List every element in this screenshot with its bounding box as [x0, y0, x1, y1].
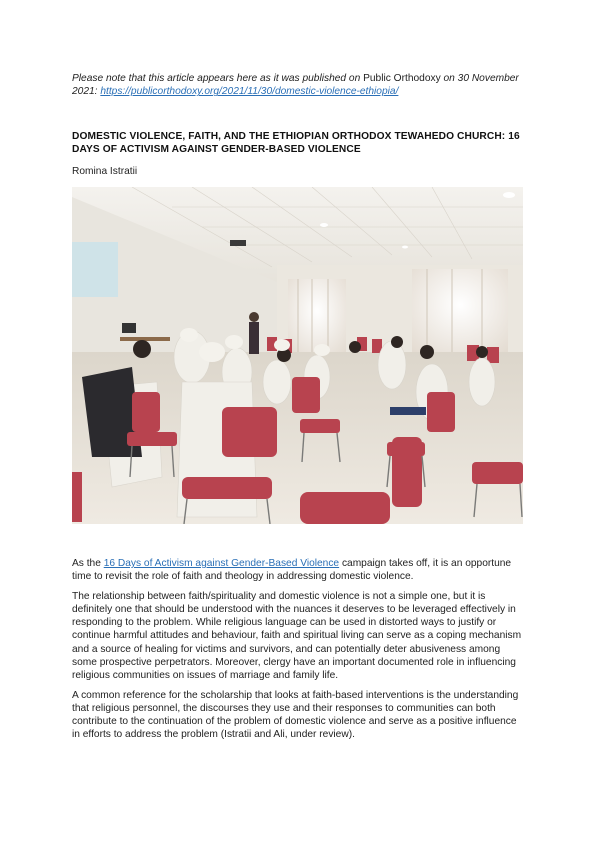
- article-author: Romina Istratii: [72, 166, 138, 177]
- article-title: DOMESTIC VIOLENCE, FAITH, AND THE ETHIOPIAN ORTHODOX TEWAHEDO CHURCH: 16 DAYS OF ACTIVISM AGAINST GENDER-BASED VIOLENCE: [72, 131, 520, 156]
- paragraph-3: A common reference for the scholarship that looks at faith-based interventions is the understanding that religious personnel, the discourses they use and their responses to communities can both contribute to the continuation of the problem of domestic violence and serve as a positive influence in efforts to address the problem (Istratii and Ali, under review).: [72, 689, 519, 741]
- p1-text-after: campaign takes off, it is an opportune time to revisit the role of faith and theology in addressing domestic violence.: [72, 558, 512, 583]
- source-link[interactable]: https://publicorthodoxy.org/2021/11/30/domestic-violence-ethiopia/: [100, 86, 399, 98]
- paragraph-1: [72, 557, 527, 583]
- note-prefix: Please note that this article appears here as it was published on: [72, 73, 364, 84]
- publication-note: [72, 72, 527, 99]
- workshop-photo: [72, 187, 523, 524]
- paragraph-2: The relationship between faith/spirituality and domestic violence is not a simple one, but it is definitely one that should be understood with the nuances it deserves to be leveraged effectively in responding to the problem. While religious language can be used in distorted ways to justify or continue harmful attitudes and behaviour, faith and spiritual living can serve as a coping mechanism and a source of healing for victims and survivors, and can potentially deter abusiveness among some prospective perpetrators. Moreover, clergy have an important documented role in influencing religious communities on issues of marriage and family life.: [72, 591, 522, 681]
- note-middle: on 30 November 2021:: [72, 73, 519, 98]
- article-body: [72, 557, 527, 748]
- note-outlet: Public Orthodoxy: [363, 73, 441, 84]
- p1-text-before: As the: [72, 558, 104, 569]
- campaign-link[interactable]: 16 Days of Activism against Gender-Based Violence: [103, 558, 340, 569]
